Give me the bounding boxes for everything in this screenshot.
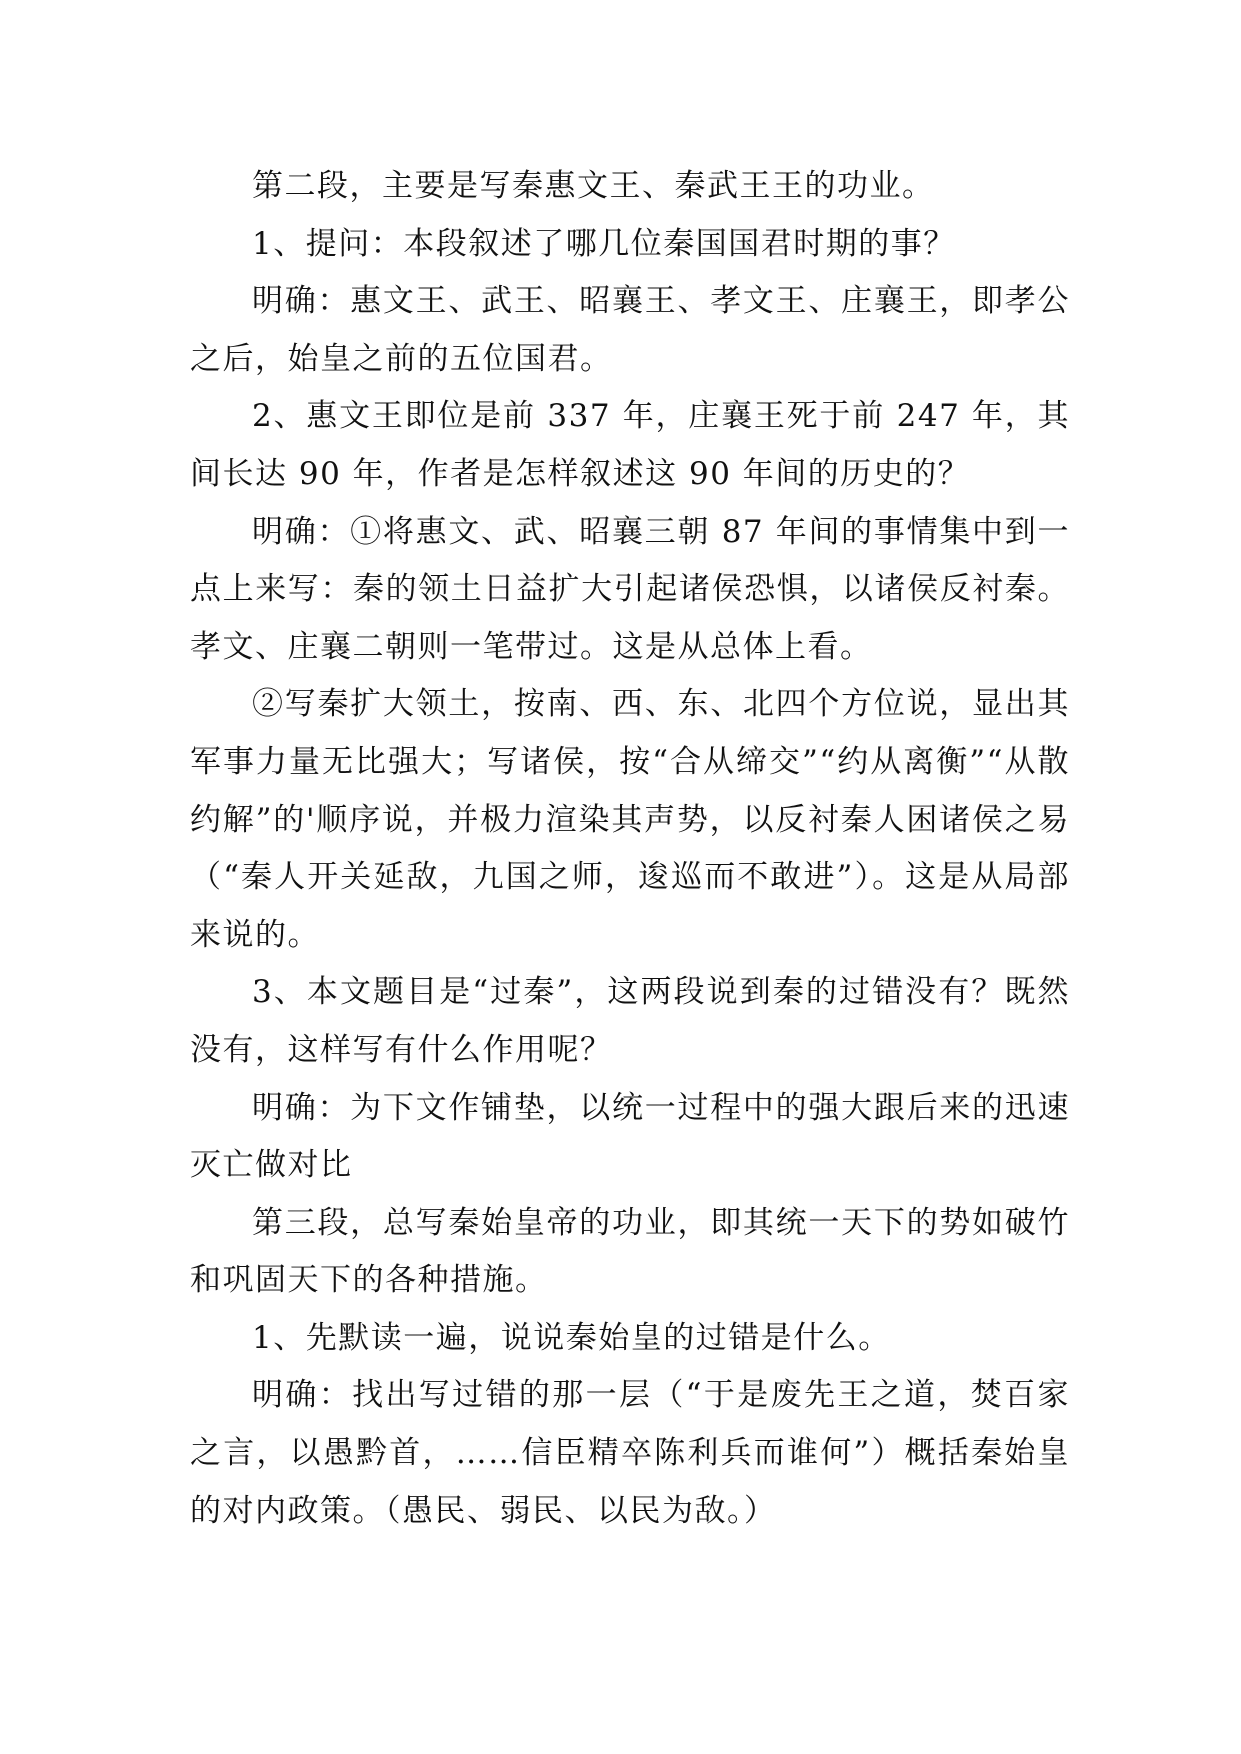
paragraph-section-three-question-1: 1、先默读一遍，说说秦始皇的过错是什么。	[252, 1319, 891, 1356]
paragraph-question-3: 3、本文题目是“过秦”，这两段说到秦的过错没有？既然没有，这样写有什么作用呢？	[190, 974, 1070, 1068]
paragraph-answer-3: 明确：为下文作铺垫，以统一过程中的强大跟后来的迅速灭亡做对比	[190, 1089, 1070, 1184]
paragraph-question-1: 1、提问：本段叙述了哪几位秦国国君时期的事？	[252, 225, 956, 262]
paragraph-answer-1: 明确：惠文王、武王、昭襄王、孝文王、庄襄王，即孝公之后，始皇之前的五位国君。	[190, 283, 1070, 377]
paragraph-section-two-intro: 第二段，主要是写秦惠文王、秦武王王的功业。	[252, 168, 935, 204]
paragraph-section-three-intro: 第三段，总写秦始皇帝的功业，即其统一天下的势如破竹和巩固天下的各种措施。	[190, 1204, 1070, 1299]
paragraph-answer-2a: 明确：①将惠文、武、昭襄三朝 87 年间的事情集中到一点上来写：秦的领土日益扩大引起诸侯恐惧，以诸侯反衬秦。孝文、庄襄二朝则一笔带过。这是从总体上看。	[190, 513, 1070, 665]
paragraph-section-three-answer-1: 明确：找出写过错的那一层（“于是废先王之道，焚百家之言，以愚黔首，……信臣精卒陈利兵而谁何”）概括秦始皇的对内政策。（愚民、弱民、以民为敌。）	[190, 1377, 1070, 1529]
document-body	[190, 158, 1070, 1540]
paragraph-answer-2b: ②写秦扩大领土，按南、西、东、北四个方位说，显出其军事力量无比强大；写诸侯，按“合从缔交”“约从离衡”“从散约解”的'顺序说，并极力渲染其声势，以反衬秦人困诸侯之易（“秦人开关延敌，九国之师，逡巡而不敢进”）。这是从局部来说的。	[190, 686, 1070, 953]
paragraph-question-2: 2、惠文王即位是前 337 年，庄襄王死于前 247 年，其间长达 90 年，作者是怎样叙述这 90 年间的历史的？	[190, 398, 1070, 492]
